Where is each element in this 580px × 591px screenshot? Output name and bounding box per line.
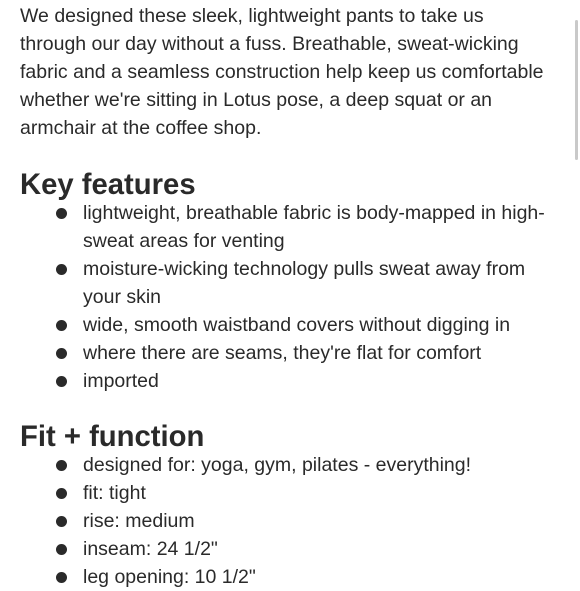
list-item (20, 339, 565, 367)
bullet-icon (56, 376, 67, 387)
bullet-icon (56, 544, 67, 555)
bullet-icon (56, 488, 67, 499)
list-item (20, 507, 565, 535)
list-item-text: leg opening: 10 1/2" (83, 566, 256, 588)
list-item-text: fit: tight (83, 482, 146, 504)
bullet-icon (56, 208, 67, 219)
list-item-text: wide, smooth waistband covers without digging in (83, 314, 511, 336)
list-item (20, 563, 565, 591)
bullet-icon (56, 264, 67, 275)
fit-function-list (20, 451, 565, 591)
list-item (20, 311, 565, 339)
list-item-text: inseam: 24 1/2" (83, 538, 218, 560)
fit-function-heading: Fit + function (20, 421, 205, 453)
bullet-icon (56, 320, 67, 331)
bullet-icon (56, 348, 67, 359)
key-features-list (20, 199, 565, 395)
list-item-text: imported (83, 370, 159, 392)
list-item (20, 199, 565, 255)
bullet-icon (56, 516, 67, 527)
list-item-text: moisture-wicking technology pulls sweat away from your skin (83, 258, 526, 308)
list-item-text: designed for: yoga, gym, pilates - everything! (83, 454, 472, 476)
list-item-text: where there are seams, they're flat for comfort (83, 342, 482, 364)
key-features-heading: Key features (20, 169, 196, 201)
list-item (20, 367, 565, 395)
list-item (20, 479, 565, 507)
bullet-icon (56, 572, 67, 583)
list-item (20, 255, 565, 311)
list-item-text: lightweight, breathable fabric is body-mapped in high-sweat areas for venting (83, 202, 545, 252)
product-description (20, 0, 565, 591)
scrollbar-thumb[interactable] (575, 20, 578, 160)
list-item (20, 535, 565, 563)
bullet-icon (56, 460, 67, 471)
list-item-text: rise: medium (83, 510, 195, 532)
list-item (20, 451, 565, 479)
description-intro: We designed these sleek, lightweight pants to take us through our day without a fuss. Breathable, sweat-wicking fabric and a seamless construction help keep us comfortable whether we're sitting in Lotus pose, a deep squat or an armchair at the coffee shop. (20, 5, 544, 139)
